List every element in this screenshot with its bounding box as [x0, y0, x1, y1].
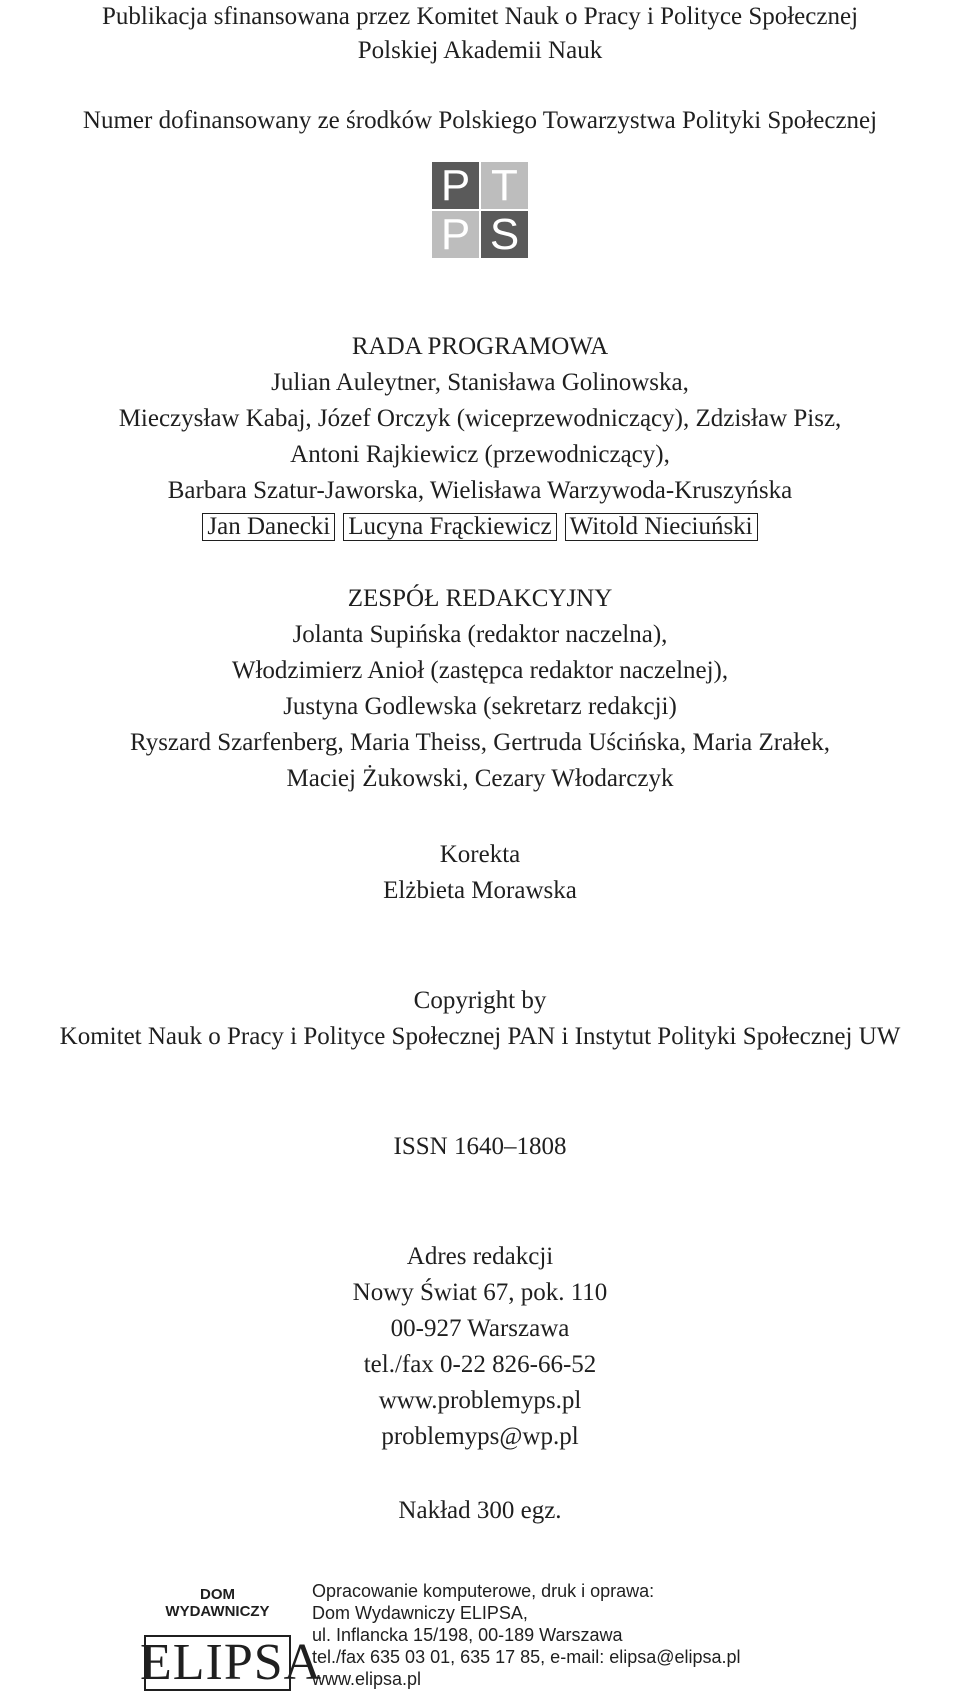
logo-tile-s: S — [481, 211, 528, 258]
copyright-title: Copyright by — [413, 987, 547, 1014]
funding-line-2: Polskiej Akademii Nauk — [357, 37, 603, 64]
printer-line: Dom Wydawniczy ELIPSA, — [312, 1603, 528, 1623]
logo-tile-p2: P — [432, 211, 479, 258]
address-line: 00-927 Warszawa — [390, 1315, 570, 1342]
program-board-title: RADA PROGRAMOWA — [351, 333, 609, 360]
address-title: Adres redakcji — [406, 1243, 554, 1270]
cofunding-line: Numer dofinansowany ze środków Polskiego Towarzystwa Polityki Społecznej — [82, 107, 878, 134]
editorial-team-title: ZESPÓŁ REDAKCYJNY — [347, 585, 613, 612]
issn: ISSN 1640–1808 — [393, 1133, 567, 1160]
copyright-holder: Komitet Nauk o Pracy i Polityce Społecznej PAN i Instytut Polityki Społecznej UW — [59, 1023, 901, 1050]
editorial-team-line: Jolanta Supińska (redaktor naczelna), — [292, 621, 668, 648]
printer-info — [312, 1580, 741, 1690]
printer-line: www.elipsa.pl — [312, 1669, 422, 1689]
program-board-line: Julian Auleytner, Stanisława Golinowska, — [271, 369, 689, 396]
elipsa-logo-wydawniczy: WYDAWNICZY — [165, 1603, 270, 1620]
editorial-team-line: Justyna Godlewska (sekretarz redakcji) — [283, 693, 677, 720]
address-email: problemyps@wp.pl — [381, 1423, 579, 1450]
elipsa-logo-name: ELIPSA — [140, 1634, 323, 1691]
printer-line: tel./fax 635 03 01, 635 17 85, e-mail: elipsa@elipsa.pl — [312, 1647, 741, 1667]
boxed-name: Lucyna Frąckiewicz — [343, 513, 556, 541]
elipsa-logo-dom: DOM — [200, 1586, 235, 1603]
printer-line: Opracowanie komputerowe, druk i oprawa: — [312, 1581, 655, 1601]
proofreading-title: Korekta — [439, 841, 521, 868]
printer-line: ul. Inflancka 15/198, 00-189 Warszawa — [312, 1625, 623, 1645]
logo-tile-p1: P — [432, 162, 479, 209]
address-website: www.problemyps.pl — [378, 1387, 582, 1414]
boxed-name: Jan Danecki — [202, 513, 335, 541]
program-board-line: Antoni Rajkiewicz (przewodniczący), — [290, 441, 670, 468]
elipsa-logo — [140, 1586, 323, 1695]
editorial-team-line: Ryszard Szarfenberg, Maria Theiss, Gertruda Uścińska, Maria Zrałek, — [130, 729, 830, 756]
address-line: Nowy Świat 67, pok. 110 — [352, 1279, 608, 1306]
editorial-team-line: Maciej Żukowski, Cezary Włodarczyk — [286, 765, 674, 792]
editorial-team-line: Włodzimierz Anioł (zastępca redaktor naczelnej), — [231, 657, 729, 684]
boxed-names-row — [0, 512, 960, 542]
funding-line-1: Publikacja sfinansowana przez Komitet Nauk o Pracy i Polityce Społecznej — [101, 3, 859, 30]
program-board-line: Barbara Szatur-Jaworska, Wielisława Warzywoda-Kruszyńska — [167, 477, 793, 504]
program-board-line: Mieczysław Kabaj, Józef Orczyk (wiceprzewodniczący), Zdzisław Pisz, — [118, 405, 842, 432]
print-run: Nakład 300 egz. — [398, 1497, 562, 1524]
address-phone: tel./fax 0-22 826-66-52 — [363, 1351, 597, 1378]
ptps-logo — [432, 162, 528, 258]
boxed-name: Witold Nieciuński — [565, 513, 758, 541]
logo-tile-t: T — [481, 162, 528, 209]
proofreading-name: Elżbieta Morawska — [383, 877, 577, 904]
